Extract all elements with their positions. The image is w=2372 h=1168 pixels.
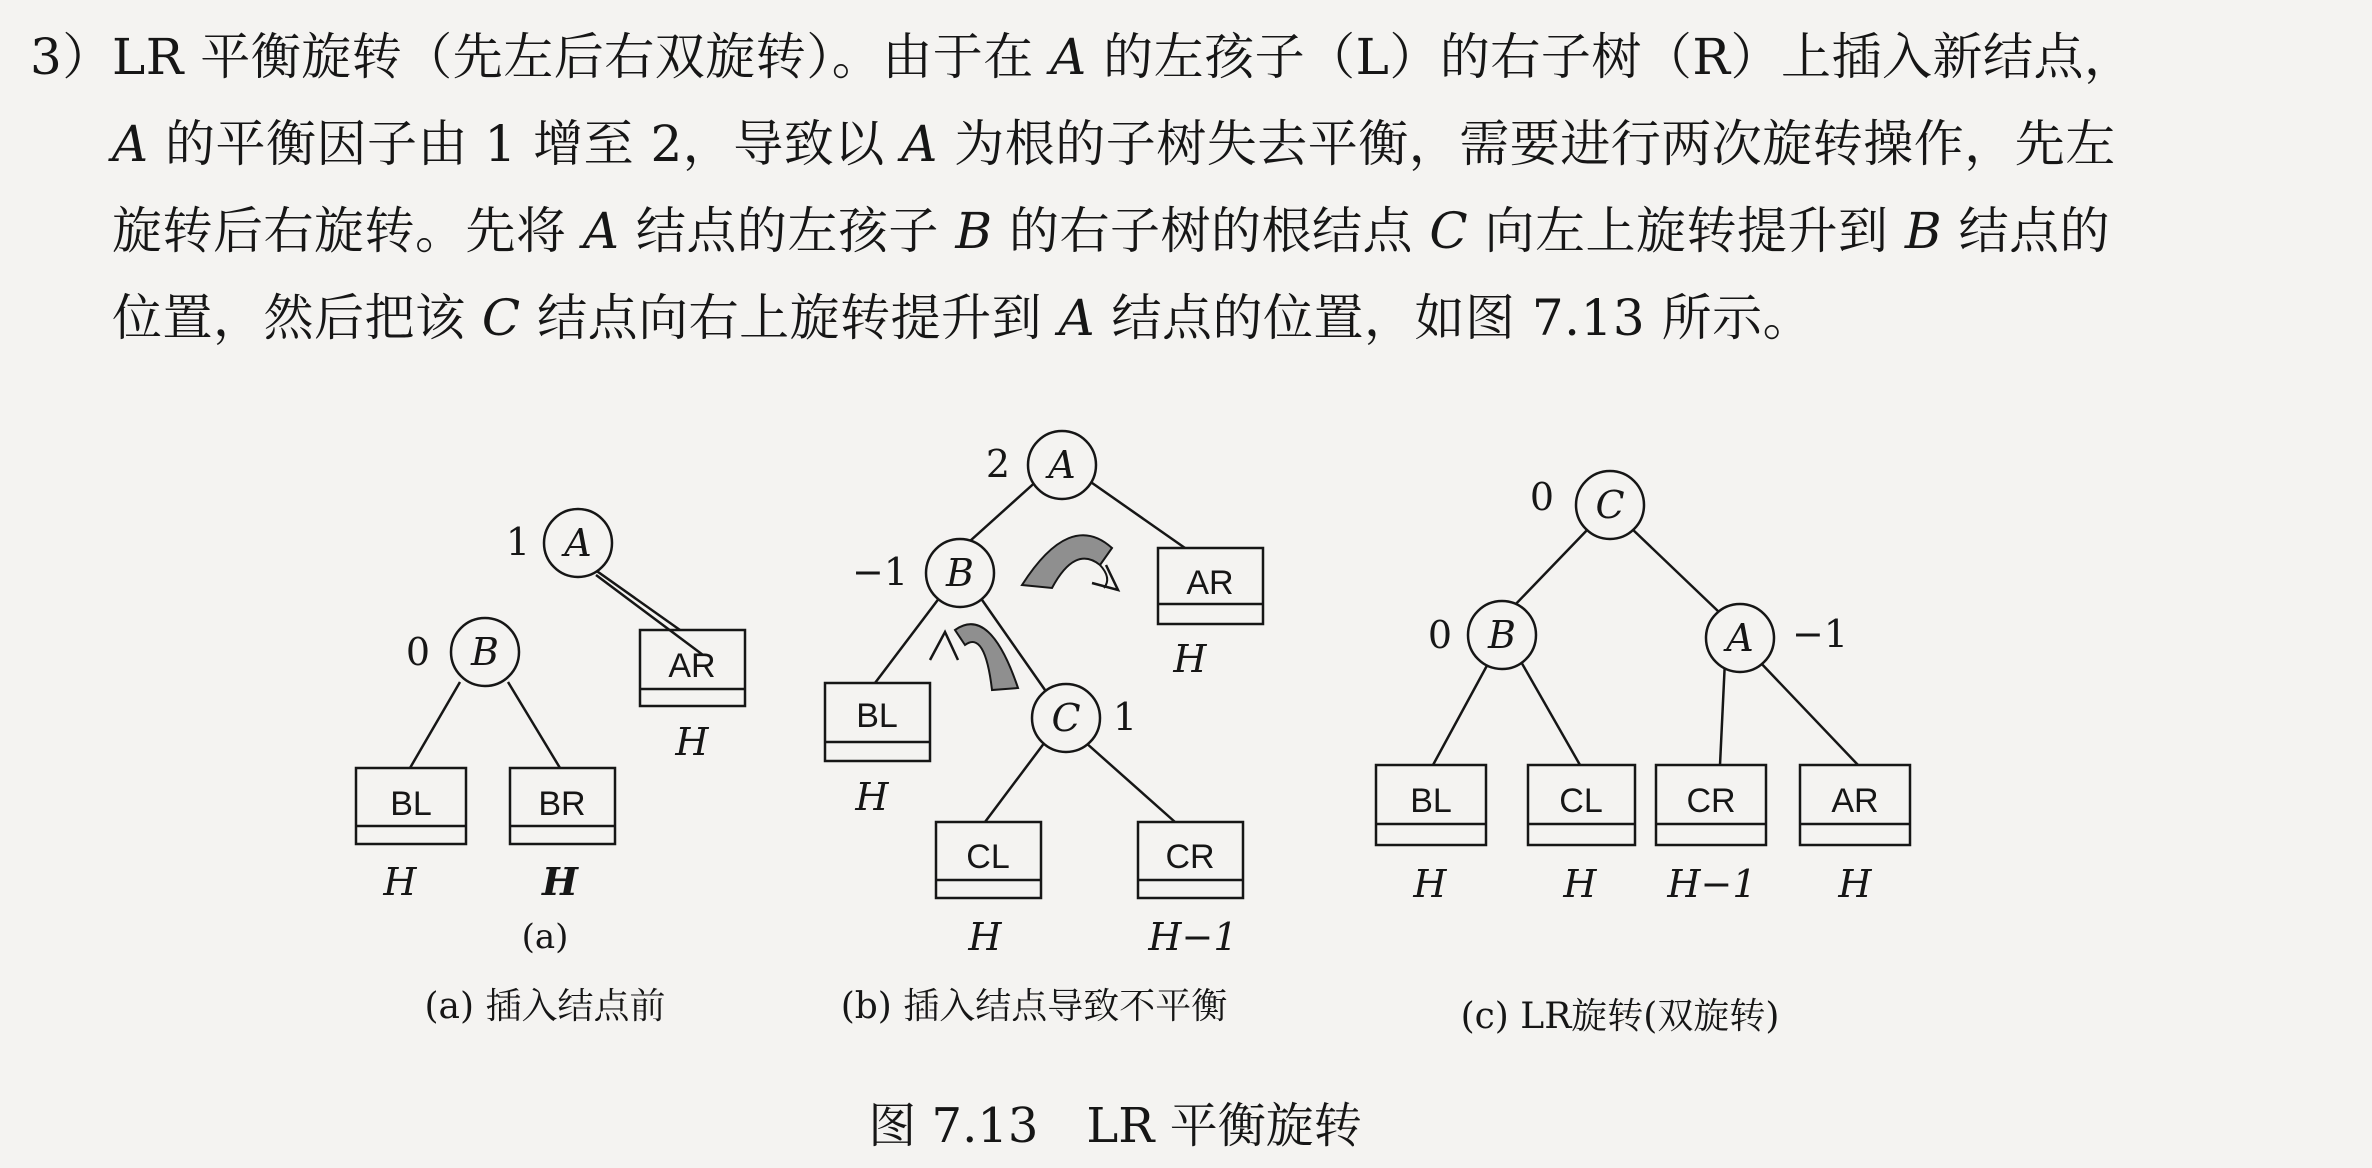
text-run: 的左孩子（L）的右子树（R）上插入新结点， [1086,28,2135,86]
panel-c [1376,471,1910,845]
height-a-BL: H [383,860,417,904]
node-c-B: B [1488,613,1516,657]
italic-symbol: B [955,202,993,260]
text-run: 结点的左孩子 [619,202,956,260]
subtree-c-BL: BL [1410,782,1452,820]
panel-c-labels [1410,475,1878,1037]
subtree-c-CL: CL [1559,782,1603,820]
height-b-CR: H−1 [1148,915,1238,959]
panel-b-caption: (b) 插入结点导致不平衡 [840,986,1228,1027]
italic-symbol: A [112,115,149,173]
subtree-b-BL: BL [856,697,898,735]
italic-symbol: A [1050,28,1087,86]
subtree-c-AR: AR [1831,782,1879,820]
node-b-B: B [946,551,974,595]
subtree-b-AR: AR [1186,564,1234,602]
text-run: 为根的子树失去平衡，需要进行两次旋转操作，先左 [937,115,2116,173]
figure-caption: 图 7.13 LR 平衡旋转 [868,1098,1362,1154]
height-c-BL: H [1413,862,1447,906]
italic-symbol: A [901,115,938,173]
italic-symbol: C [481,289,521,347]
subtree-a-BR: BR [538,785,586,823]
height-b-CL: H [968,915,1002,959]
panel-a-caption: (a) 插入结点前 [424,986,666,1027]
text-run: 结点的 [1942,202,2111,260]
node-b-A: A [1048,443,1076,487]
text-run: 的平衡因子由 1 增至 2，导致以 [148,115,902,173]
text-run: LR 平衡旋转（先左后右双旋转）。由于在 [112,28,1051,86]
height-b-BL: H [855,775,889,819]
bf-a-B: 0 [405,630,431,674]
height-a-BR: H [542,859,578,904]
bf-b-C: 1 [1112,695,1138,739]
subtree-b-CL: CL [966,838,1010,876]
bf-c-C: 0 [1529,475,1555,519]
subtree-a-BL: BL [390,785,432,823]
text-run: 结点的位置，如图 7.13 所示。 [1095,289,1814,347]
node-a-B: B [471,630,499,674]
height-b-AR: H [1173,637,1207,681]
bf-c-B: 0 [1427,613,1453,657]
height-a-AR: H [675,720,709,764]
node-b-C: C [1051,696,1081,740]
text-run: 位置，然后把该 [112,289,482,347]
italic-symbol: C [1429,202,1469,260]
node-c-C: C [1595,483,1625,527]
node-a-A: A [564,521,592,565]
height-c-CR: H−1 [1667,862,1757,906]
italic-symbol: B [1904,202,1943,260]
text-run: 向左上旋转提升到 [1468,202,1905,260]
text-run: 结点向右上旋转提升到 [520,289,1059,347]
bf-b-A: 2 [985,442,1011,486]
bf-b-B: −1 [851,550,909,594]
subtree-a-AR: AR [668,647,716,685]
bf-c-A: −1 [1791,612,1849,656]
text-run: 旋转后右旋转。先将 [112,202,583,260]
item-number: 3） [30,28,113,86]
italic-symbol: A [1058,289,1096,347]
rotate-right-arrow [1022,535,1118,590]
height-c-AR: H [1838,862,1872,906]
italic-symbol: A [582,202,620,260]
node-c-A: A [1726,616,1754,660]
text-run: 的右子树的根结点 [992,202,1430,260]
height-c-CL: H [1563,862,1597,906]
bf-a-A: 1 [505,520,531,564]
panel-c-caption: (c) LR旋转(双旋转) [1460,996,1780,1037]
subtree-c-CR: CR [1686,782,1736,820]
panel-a-labels [382,520,715,1027]
subtree-b-CR: CR [1165,838,1215,876]
panel-a-label: (a) [521,917,569,957]
